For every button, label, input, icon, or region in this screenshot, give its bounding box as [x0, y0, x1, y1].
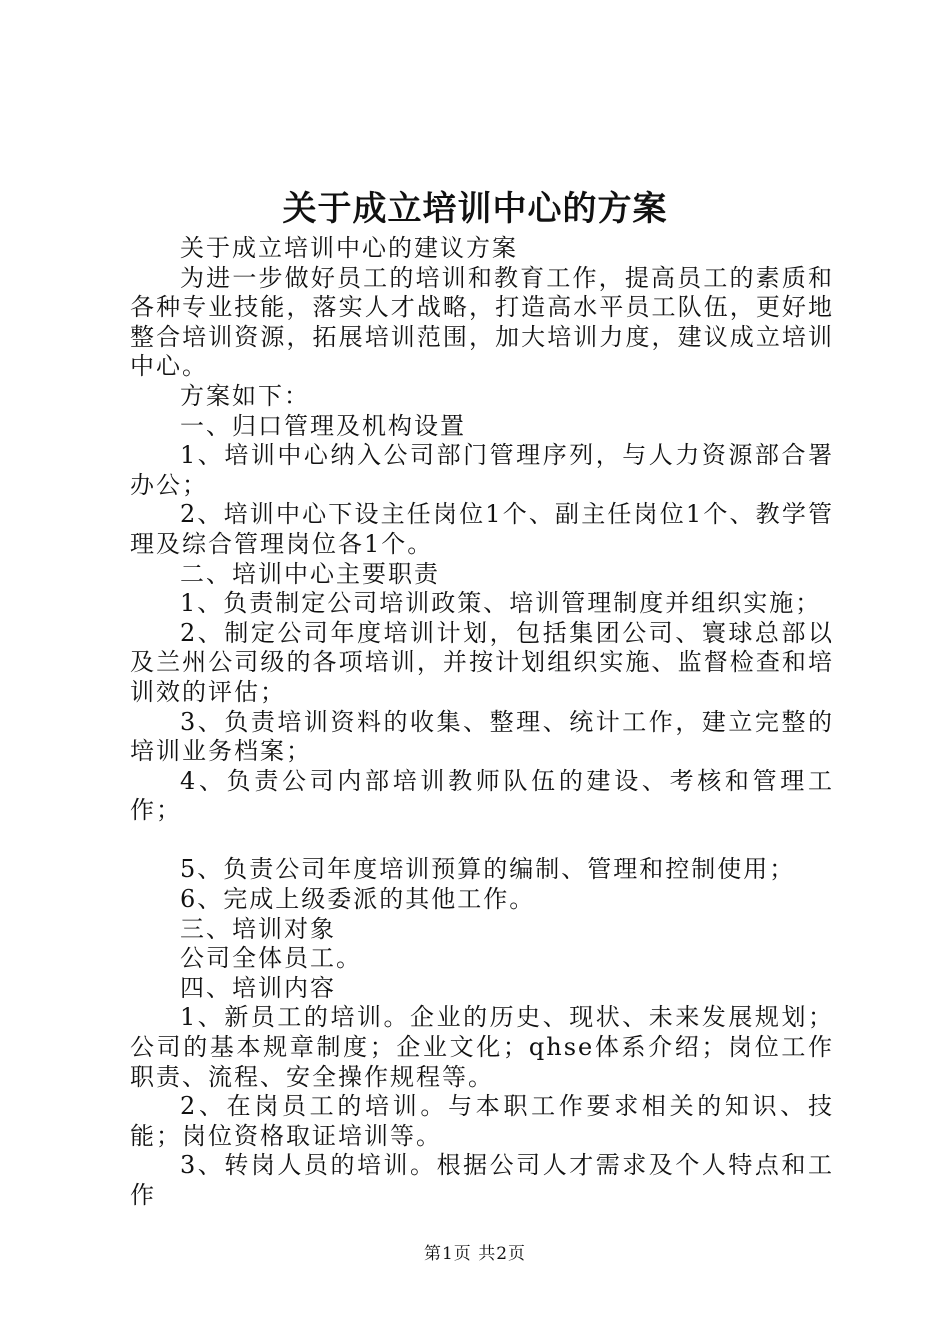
- paragraph-item: 6、完成上级委派的其他工作。: [180, 885, 536, 914]
- paragraph-intro: 为进一步做好员工的培训和教育工作，提高员工的素质和各种专业技能，落实人才战略，打造高水平员工队伍，更好地整合培训资源，拓展培训范围，加大培训力度，建议成立培训中心。: [130, 263, 834, 381]
- section-heading-2: 二、培训中心主要职责: [180, 559, 440, 588]
- section-heading-3: 三、培训对象: [180, 914, 336, 943]
- paragraph-item: 1、负责制定公司培训政策、培训管理制度并组织实施；: [180, 589, 822, 618]
- page-footer: 第1页 共2页: [423, 1244, 527, 1264]
- paragraph-item: 2、制定公司年度培训计划，包括集团公司、寰球总部以及兰州公司级的各项培训，并按计划组织实施、监督检查和培训效的评估；: [130, 618, 834, 706]
- paragraph-item: 5、负责公司年度培训预算的编制、管理和控制使用；: [180, 855, 796, 884]
- paragraph-item: 1、培训中心纳入公司部门管理序列，与人力资源部合署办公；: [130, 441, 834, 499]
- paragraph-plan-heading: 方案如下：: [180, 381, 310, 410]
- paragraph-item: 3、负责培训资料的收集、整理、统计工作，建立完整的培训业务档案；: [130, 707, 834, 766]
- paragraph-item: 4、负责公司内部培训教师队伍的建设、考核和管理工作；: [130, 766, 834, 825]
- section-heading-1: 一、归口管理及机构设置: [180, 411, 466, 440]
- document-title: 关于成立培训中心的方案: [282, 189, 668, 229]
- document-body: [130, 234, 834, 1211]
- paragraph-item: 2、培训中心下设主任岗位1个、副主任岗位1个、教学管理及综合管理岗位各1个。: [130, 500, 834, 558]
- paragraph-item: 2、在岗员工的培训。与本职工作要求相关的知识、技能；岗位资格取证培训等。: [130, 1092, 834, 1150]
- paragraph-item: 公司全体员工。: [180, 944, 362, 973]
- paragraph-subtitle: 关于成立培训中心的建议方案: [180, 234, 518, 262]
- blank-line: [130, 826, 834, 856]
- paragraph-item: 3、转岗人员的培训。根据公司人才需求及个人特点和工作: [130, 1151, 834, 1209]
- section-heading-4: 四、培训内容: [180, 973, 336, 1002]
- paragraph-item: 1、新员工的培训。企业的历史、现状、未来发展规划；公司的基本规章制度；企业文化；qhse体系介绍；岗位工作职责、流程、安全操作规程等。: [130, 1003, 834, 1091]
